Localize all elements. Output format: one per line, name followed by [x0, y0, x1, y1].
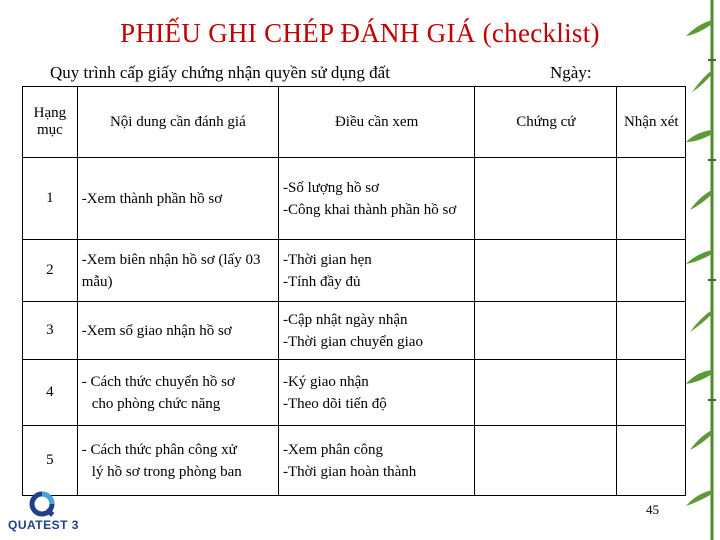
row-number: 4	[23, 360, 78, 426]
check-line: -Tính đầy đủ	[282, 273, 361, 290]
checklist-table	[22, 86, 686, 496]
evidence-cell[interactable]	[475, 158, 617, 240]
row-number: 5	[23, 426, 78, 496]
date-label: Ngày:	[550, 63, 592, 82]
row-content	[77, 240, 278, 302]
page-title: PHIẾU GHI CHÉP ĐÁNH GIÁ (checklist)	[120, 18, 600, 48]
content-line: - Cách thức chuyển hồ sơ	[81, 373, 235, 390]
check-line: -Thời gian chuyển giao	[282, 333, 423, 350]
row-check	[278, 426, 474, 496]
row-content	[77, 158, 278, 240]
note-cell[interactable]	[617, 158, 686, 240]
check-line: -Thời gian hẹn	[282, 251, 372, 268]
row-number: 1	[23, 158, 78, 240]
row-number: 3	[23, 302, 78, 360]
evidence-cell[interactable]	[475, 240, 617, 302]
header-check: Điều cần xem	[278, 87, 474, 158]
note-cell[interactable]	[617, 426, 686, 496]
header-content: Nội dung cần đánh giá	[77, 87, 278, 158]
check-line: -Cập nhật ngày nhận	[282, 311, 408, 328]
check-line: -Ký giao nhận	[282, 373, 369, 390]
check-line: -Công khai thành phần hồ sơ	[282, 201, 457, 218]
row-content	[77, 302, 278, 360]
row-check	[278, 360, 474, 426]
note-cell[interactable]	[617, 360, 686, 426]
evidence-cell[interactable]	[475, 360, 617, 426]
table-row	[23, 360, 686, 426]
note-cell[interactable]	[617, 302, 686, 360]
page-number: 45	[646, 502, 659, 517]
row-content	[77, 360, 278, 426]
content-line: -Xem thành phần hồ sơ	[81, 190, 223, 207]
bamboo-decoration-icon	[684, 0, 720, 540]
table-row	[23, 158, 686, 240]
content-line: cho phòng chức năng	[91, 395, 221, 412]
process-subtitle: Quy trình cấp giấy chứng nhận quyền sử dụng đất	[50, 63, 390, 82]
logo-text: QUATEST 3	[8, 518, 79, 532]
evidence-cell[interactable]	[475, 302, 617, 360]
check-line: -Thời gian hoàn thành	[282, 463, 417, 480]
row-content	[77, 426, 278, 496]
check-line: -Xem phân công	[282, 441, 383, 458]
row-number: 2	[23, 240, 78, 302]
table-row	[23, 240, 686, 302]
table-row	[23, 426, 686, 496]
content-line: lý hồ sơ trong phòng ban	[91, 463, 242, 480]
header-evidence: Chứng cứ	[475, 87, 617, 158]
note-cell[interactable]	[617, 240, 686, 302]
check-line: -Theo dõi tiến độ	[282, 395, 387, 412]
table-row	[23, 302, 686, 360]
header-note: Nhận xét	[617, 87, 686, 158]
content-line: - Cách thức phân công xử	[81, 441, 237, 458]
evidence-cell[interactable]	[475, 426, 617, 496]
header-no: Hạng mục	[23, 87, 78, 158]
content-line: -Xem sổ giao nhận hồ sơ	[81, 322, 232, 339]
content-line: -Xem biên nhận hồ sơ (lấy 03 mẫu)	[81, 251, 261, 290]
row-check	[278, 302, 474, 360]
header-row	[23, 87, 686, 158]
row-check	[278, 158, 474, 240]
row-check	[278, 240, 474, 302]
check-line: -Số lượng hồ sơ	[282, 179, 380, 196]
